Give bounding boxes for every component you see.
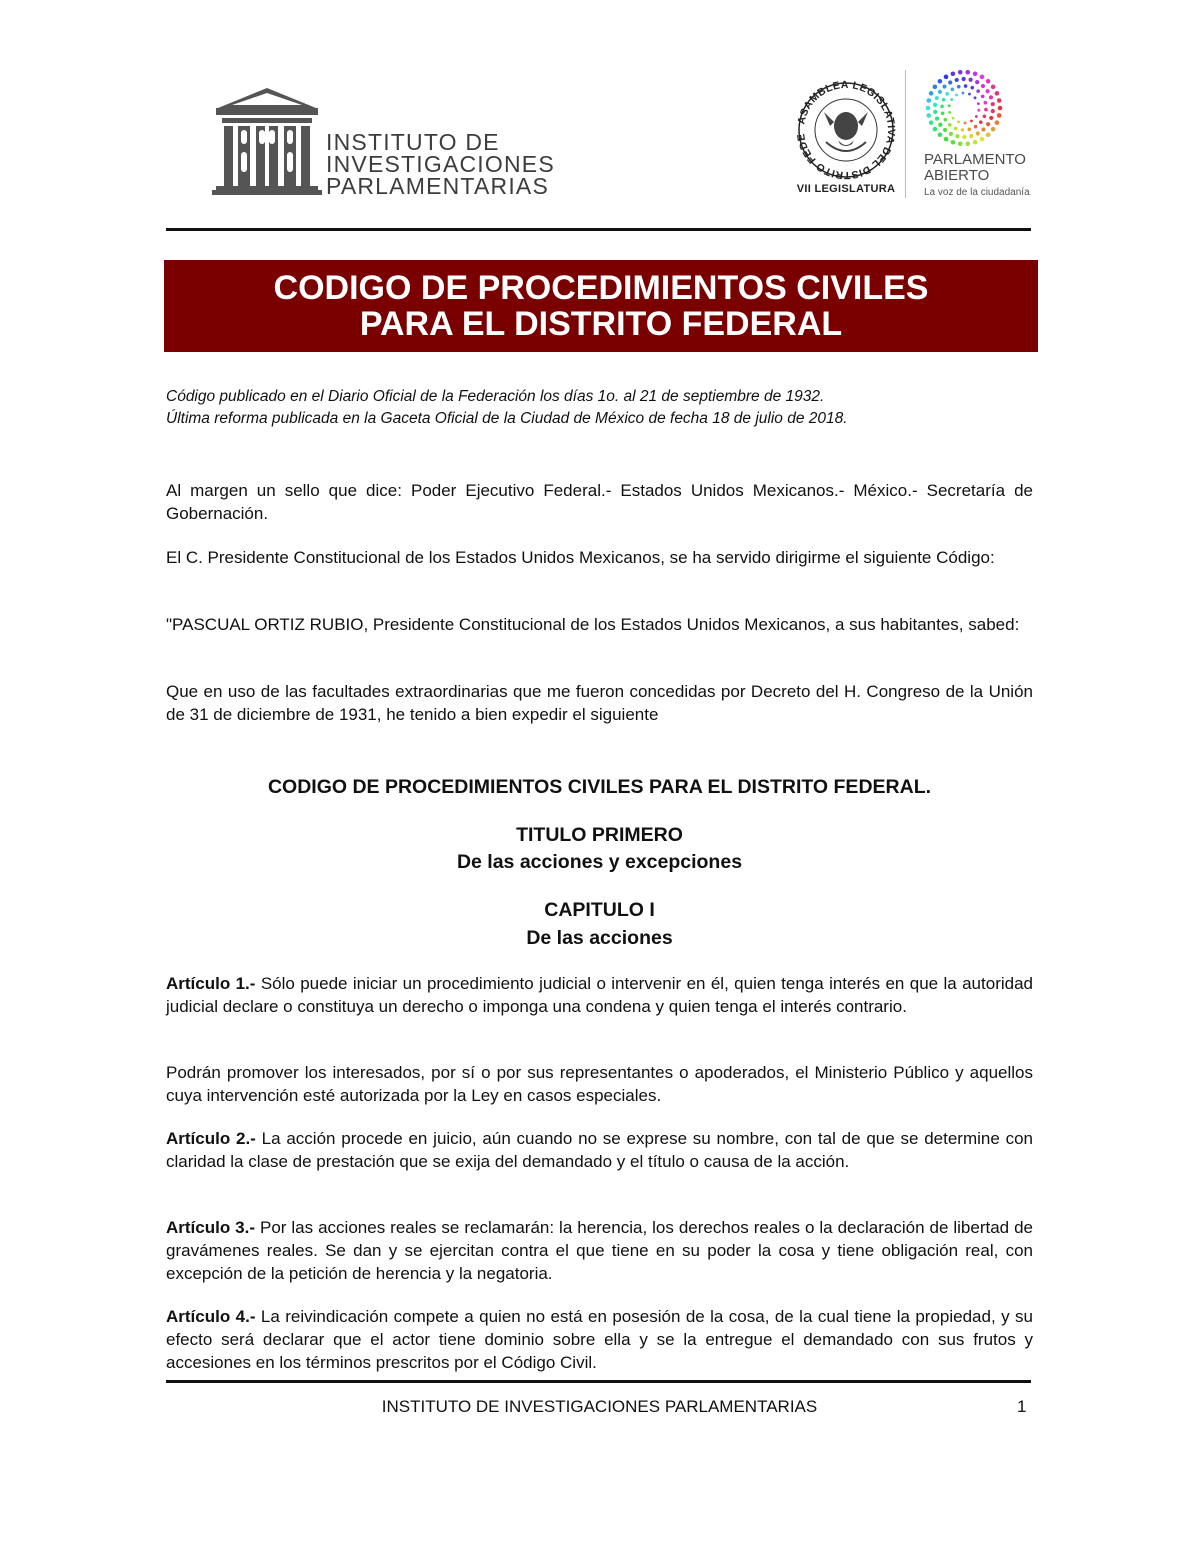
- mexican-eagle-seal-icon: [794, 80, 898, 180]
- legislature-label: VII LEGISLATURA: [796, 183, 896, 195]
- article-text: Por las acciones reales se reclamarán: la herencia, los derechos reales o la declaración de libertad de gravámenes reales. Se dan y se ejercitan contra el que tiene en su poder la cosa y tiene obligación real, con excepción de la petición de herencia y la negatoria.: [166, 1218, 1033, 1283]
- parlamento-abierto-logo: [918, 68, 1058, 200]
- article-text: Sólo puede iniciar un procedimiento judicial o intervenir en él, quien tenga interés en que la autoridad judicial declare o constituya un derecho o imponga una condena y quien tenga el interés contrario.: [166, 974, 1033, 1016]
- article-label: Artículo 2.-: [166, 1129, 256, 1148]
- neoclassical-building-icon: [212, 86, 322, 196]
- article-text: La reivindicación compete a quien no está en posesión de la cosa, de la cual tiene la propiedad, y su efecto será declarar que el actor tiene dominio sobre ella y se la entregue el demandado con sus frutos y accesiones en los términos prescritos por el Código Civil.: [166, 1307, 1033, 1372]
- publication-line1: Código publicado en el Diario Oficial de la Federación los días 1o. al 21 de septiembre de 1932.: [166, 388, 825, 405]
- logo-divider: [905, 70, 906, 198]
- institute-logo: [212, 86, 555, 199]
- parlamento-line2: ABIERTO: [924, 167, 990, 184]
- code-heading: CODIGO DE PROCEDIMIENTOS CIVILES PARA EL DISTRITO FEDERAL.: [267, 776, 932, 798]
- preamble-paragraph: Que en uso de las facultades extraordinarias que me fueron concedidas por Decreto del H. Congreso de la Unión de 31 de diciembre de 1931, he tenido a bien expedir el siguiente: [166, 682, 1033, 724]
- article-paragraph: [166, 1216, 1033, 1285]
- article-label: Artículo 3.-: [166, 1218, 256, 1237]
- footer-rule: [166, 1380, 1031, 1383]
- header-rule: [166, 228, 1031, 231]
- article-label: Artículo 4.-: [166, 1307, 256, 1326]
- footer-text: INSTITUTO DE INVESTIGACIONES PARLAMENTARIAS: [381, 1397, 818, 1416]
- institute-logo-line3: PARLAMENTARIAS: [326, 173, 549, 199]
- article-label: Artículo 1.-: [166, 974, 256, 993]
- institute-logo-line2: INVESTIGACIONES: [326, 151, 555, 177]
- asamblea-seal: [794, 80, 898, 200]
- article-text: Podrán promover los interesados, por sí o por sus representantes o apoderados, el Ministerio Público y aquellos cuya intervención esté autorizada por la Ley en casos especiales.: [166, 1063, 1033, 1105]
- publication-note: [166, 386, 1036, 430]
- parlamento-tagline: La voz de la ciudadanía: [924, 187, 1030, 198]
- article-paragraph: [166, 1305, 1033, 1374]
- article-paragraph: [166, 1127, 1033, 1173]
- article-paragraph: [166, 1061, 1033, 1107]
- title-line1: CODIGO DE PROCEDIMIENTOS CIVILES: [273, 269, 929, 307]
- preamble-paragraph: El C. Presidente Constitucional de los Estados Unidos Mexicanos, se ha servido dirigirme el siguiente Código:: [166, 548, 995, 567]
- capitulo-name: De las acciones: [526, 927, 673, 949]
- article-text: La acción procede en juicio, aún cuando no se exprese su nombre, con tal de que se determine con claridad la clase de prestación que se exija del demandado y el título o causa de la acción.: [166, 1129, 1033, 1171]
- capitulo-label: CAPITULO I: [544, 899, 655, 921]
- titulo-name: De las acciones y excepciones: [456, 851, 743, 873]
- institute-logo-line1: INSTITUTO DE: [326, 129, 500, 155]
- preamble-paragraph: "PASCUAL ORTIZ RUBIO, Presidente Constitucional de los Estados Unidos Mexicanos, a sus habitantes, sabed:: [166, 615, 1020, 634]
- publication-line2: Última reforma publicada en la Gaceta Oficial de la Ciudad de México de fecha 18 de julio de 2018.: [166, 410, 848, 427]
- page-number: 1: [1017, 1397, 1027, 1416]
- seal-ring-text: ASAMBLEA LEGISLATIVA DEL DISTRITO FEDE: [795, 80, 898, 180]
- parlamento-line1: PARLAMENTO: [924, 151, 1026, 168]
- title-banner: [164, 260, 1038, 352]
- titulo-label: TITULO PRIMERO: [516, 824, 683, 846]
- preamble-paragraph: Al margen un sello que dice: Poder Ejecutivo Federal.- Estados Unidos Mexicanos.- México.- Secretaría de Gobernación.: [166, 481, 1033, 523]
- colorful-dot-ring-icon: [924, 68, 1004, 148]
- article-paragraph: [166, 972, 1033, 1018]
- title-line2: PARA EL DISTRITO FEDERAL: [359, 305, 843, 343]
